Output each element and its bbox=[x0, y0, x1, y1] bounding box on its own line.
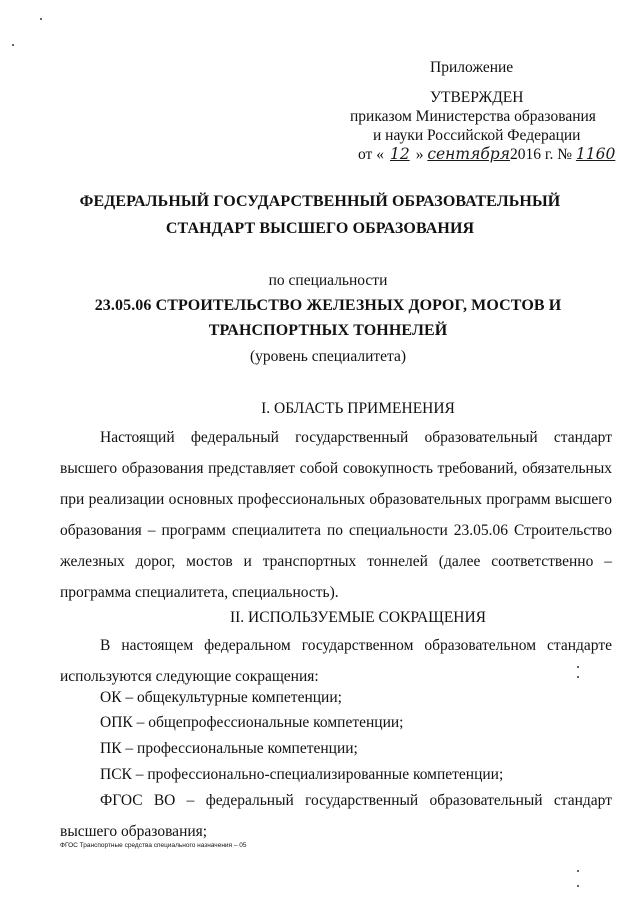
date-day-handwritten: 12 bbox=[389, 145, 410, 163]
section-2-heading: II. ИСПОЛЬЗУЕМЫЕ СОКРАЩЕНИЯ bbox=[229, 609, 487, 626]
scan-speck bbox=[40, 18, 42, 20]
scan-speck bbox=[577, 676, 579, 678]
date-prefix: от « bbox=[358, 146, 384, 163]
approved-label: УТВЕРЖДЕН bbox=[430, 89, 524, 106]
scan-speck bbox=[577, 666, 579, 668]
order-line-2: и науки Российской Федерации bbox=[373, 127, 581, 144]
specialty-name-line-2: ТРАНСПОРТНЫХ ТОННЕЛЕЙ bbox=[208, 322, 448, 339]
document-title-line-2: СТАНДАРТ ВЫСШЕГО ОБРАЗОВАНИЯ bbox=[165, 220, 475, 237]
section-1-paragraph: Настоящий федеральный государственный образовательный стандарт высшего образования представляет собой совокупность требований, обязательных при реализации основных профессиональных образовательных программ высшего образования – программ специалитета по специальности 23.05.06 Строительство железных дорог, мостов и транспортных тоннелей (далее соответственно – программа специалитета, специальность). bbox=[60, 429, 612, 601]
page-footer: ФГОС Транспортные средства специального назначения – 05 bbox=[60, 842, 247, 849]
order-line-1: приказом Министерства образования bbox=[350, 108, 596, 125]
order-number-handwritten: 1160 bbox=[575, 145, 616, 163]
specialty-level: (уровень специалитета) bbox=[249, 348, 407, 365]
section-1-heading: I. ОБЛАСТЬ ПРИМЕНЕНИЯ bbox=[261, 400, 455, 417]
date-year: 2016 г. № bbox=[509, 146, 573, 163]
specialty-name-line-1: 23.05.06 СТРОИТЕЛЬСТВО ЖЕЛЕЗНЫХ ДОРОГ, МОСТОВ И bbox=[94, 297, 562, 314]
section-2-intro: В настоящем федеральном государственном образовательном стандарте используются следующие сокращения: bbox=[60, 637, 612, 685]
abbreviation-item-pk: ПК – профессиональные компетенции; bbox=[100, 740, 358, 757]
abbreviation-item-ok: ОК – общекультурные компетенции; bbox=[100, 689, 342, 706]
abbreviation-item-fgos: ФГОС ВО – федеральный государственный образовательный стандарт высшего образования; bbox=[60, 792, 612, 840]
specialty-intro: по специальности bbox=[268, 272, 388, 289]
order-date-line bbox=[358, 145, 615, 164]
date-month-handwritten: сентября bbox=[427, 145, 510, 163]
abbreviation-item-opk: ОПК – общепрофессиональные компетенции; bbox=[100, 714, 404, 731]
appendix-label: Приложение bbox=[430, 59, 514, 76]
scan-speck bbox=[577, 870, 579, 872]
abbreviation-item-psk: ПСК – профессионально-специализированные компетенции; bbox=[100, 766, 504, 783]
scan-speck bbox=[12, 44, 14, 46]
scan-speck bbox=[577, 885, 579, 887]
document-title-line-1: ФЕДЕРАЛЬНЫЙ ГОСУДАРСТВЕННЫЙ ОБРАЗОВАТЕЛЬНЫЙ bbox=[79, 193, 561, 210]
date-mid: » bbox=[415, 146, 424, 163]
